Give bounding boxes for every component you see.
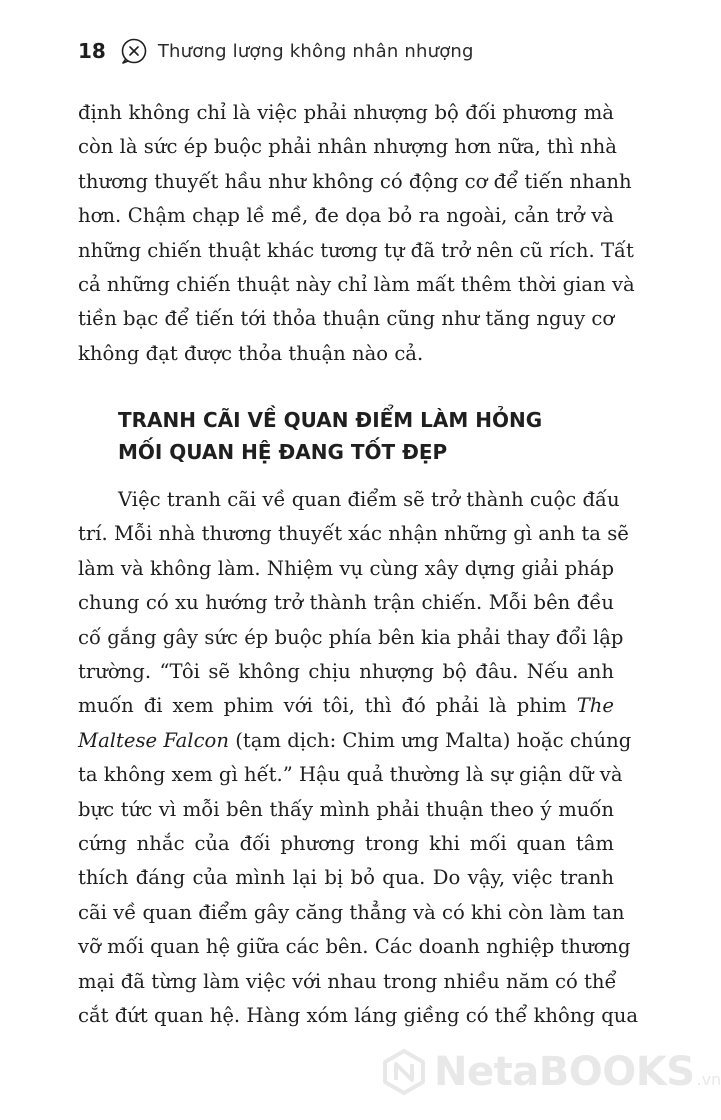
text-line: vỡ mối quan hệ giữa các bên. Các doanh nghiệp thương xyxy=(78,935,631,959)
heading-line: TRANH CÃI VỀ QUAN ĐIỂM LÀM HỎNG xyxy=(118,408,543,432)
text-line: mại đã từng làm việc với nhau trong nhiều năm có thể xyxy=(78,969,617,993)
watermark xyxy=(380,1048,721,1096)
paragraph-main xyxy=(78,483,639,1034)
text-line: không đạt được thỏa thuận nào cả. xyxy=(78,341,424,365)
text-line: cắt đứt quan hệ. Hàng xóm láng giềng có thể không qua xyxy=(78,1004,639,1028)
text-line xyxy=(78,724,632,758)
text-segment: muốn đi xem phim với tôi, thì đó phải là phim xyxy=(78,694,567,718)
text-line: chung có xu hướng trở thành trận chiến. Mỗi bên đều xyxy=(78,591,614,615)
text-line: trường. “Tôi sẽ không chịu nhượng bộ đâu. Nếu anh xyxy=(78,660,614,684)
text-line: hơn. Chậm chạp lề mề, đe dọa bỏ ra ngoài, cản trở và xyxy=(78,204,614,228)
text-line xyxy=(78,689,614,723)
text-line: cãi về quan điểm gây căng thẳng và có khi còn làm tan xyxy=(78,900,625,924)
text-line: ta không xem gì hết.” Hậu quả thường là sự giận dữ và xyxy=(78,763,623,787)
paragraph-continued xyxy=(78,96,635,371)
text-line: còn là sức ép buộc phải nhân nhượng hơn nữa, thì nhà xyxy=(78,135,617,159)
watermark-suffix: .vn xyxy=(696,1069,721,1089)
page-number: 18 xyxy=(78,39,106,63)
section-heading xyxy=(118,404,542,468)
text-line: bực tức vì mỗi bên thấy mình phải thuận theo ý muốn xyxy=(78,797,614,821)
film-title-italic: Maltese Falcon xyxy=(78,728,229,752)
text-line: làm và không làm. Nhiệm vụ cùng xây dựng giải pháp xyxy=(78,556,614,580)
heading-line: MỐI QUAN HỆ ĐANG TỐT ĐẸP xyxy=(118,440,448,464)
text-line: cả những chiến thuật này chỉ làm mất thêm thời gian và xyxy=(78,273,635,297)
text-segment: (tạm dịch: Chim ưng Malta) hoặc chúng xyxy=(228,728,632,752)
text-line: cứng nhắc của đối phương trong khi mối quan tâm xyxy=(78,832,614,856)
running-title: Thương lượng không nhân nhượng xyxy=(157,40,474,62)
watermark-text: NetaBOOKS xyxy=(434,1049,695,1095)
text-line: những chiến thuật khác tương tự đã trở nên cũ rích. Tất xyxy=(78,238,634,262)
page-header xyxy=(78,36,474,66)
text-line: tiền bạc để tiến tới thỏa thuận cũng như tăng nguy cơ xyxy=(78,307,615,331)
film-title-italic: The xyxy=(576,694,614,718)
text-line: định không chỉ là việc phải nhượng bộ đối phương mà xyxy=(78,101,614,124)
text-line: Việc tranh cãi về quan điểm sẽ trở thành cuộc đấu xyxy=(118,488,620,511)
text-line: trí. Mỗi nhà thương thuyết xác nhận những gì anh ta sẽ xyxy=(78,522,629,546)
text-line: cố gắng gây sức ép buộc phía bên kia phải thay đổi lập xyxy=(78,625,624,649)
circle-x-icon xyxy=(120,37,148,65)
netabooks-logo-icon xyxy=(380,1048,428,1096)
text-line: thích đáng của mình lại bị bỏ qua. Do vậy, việc tranh xyxy=(78,866,614,890)
text-line: thương thuyết hầu như không có động cơ để tiến nhanh xyxy=(78,169,632,193)
